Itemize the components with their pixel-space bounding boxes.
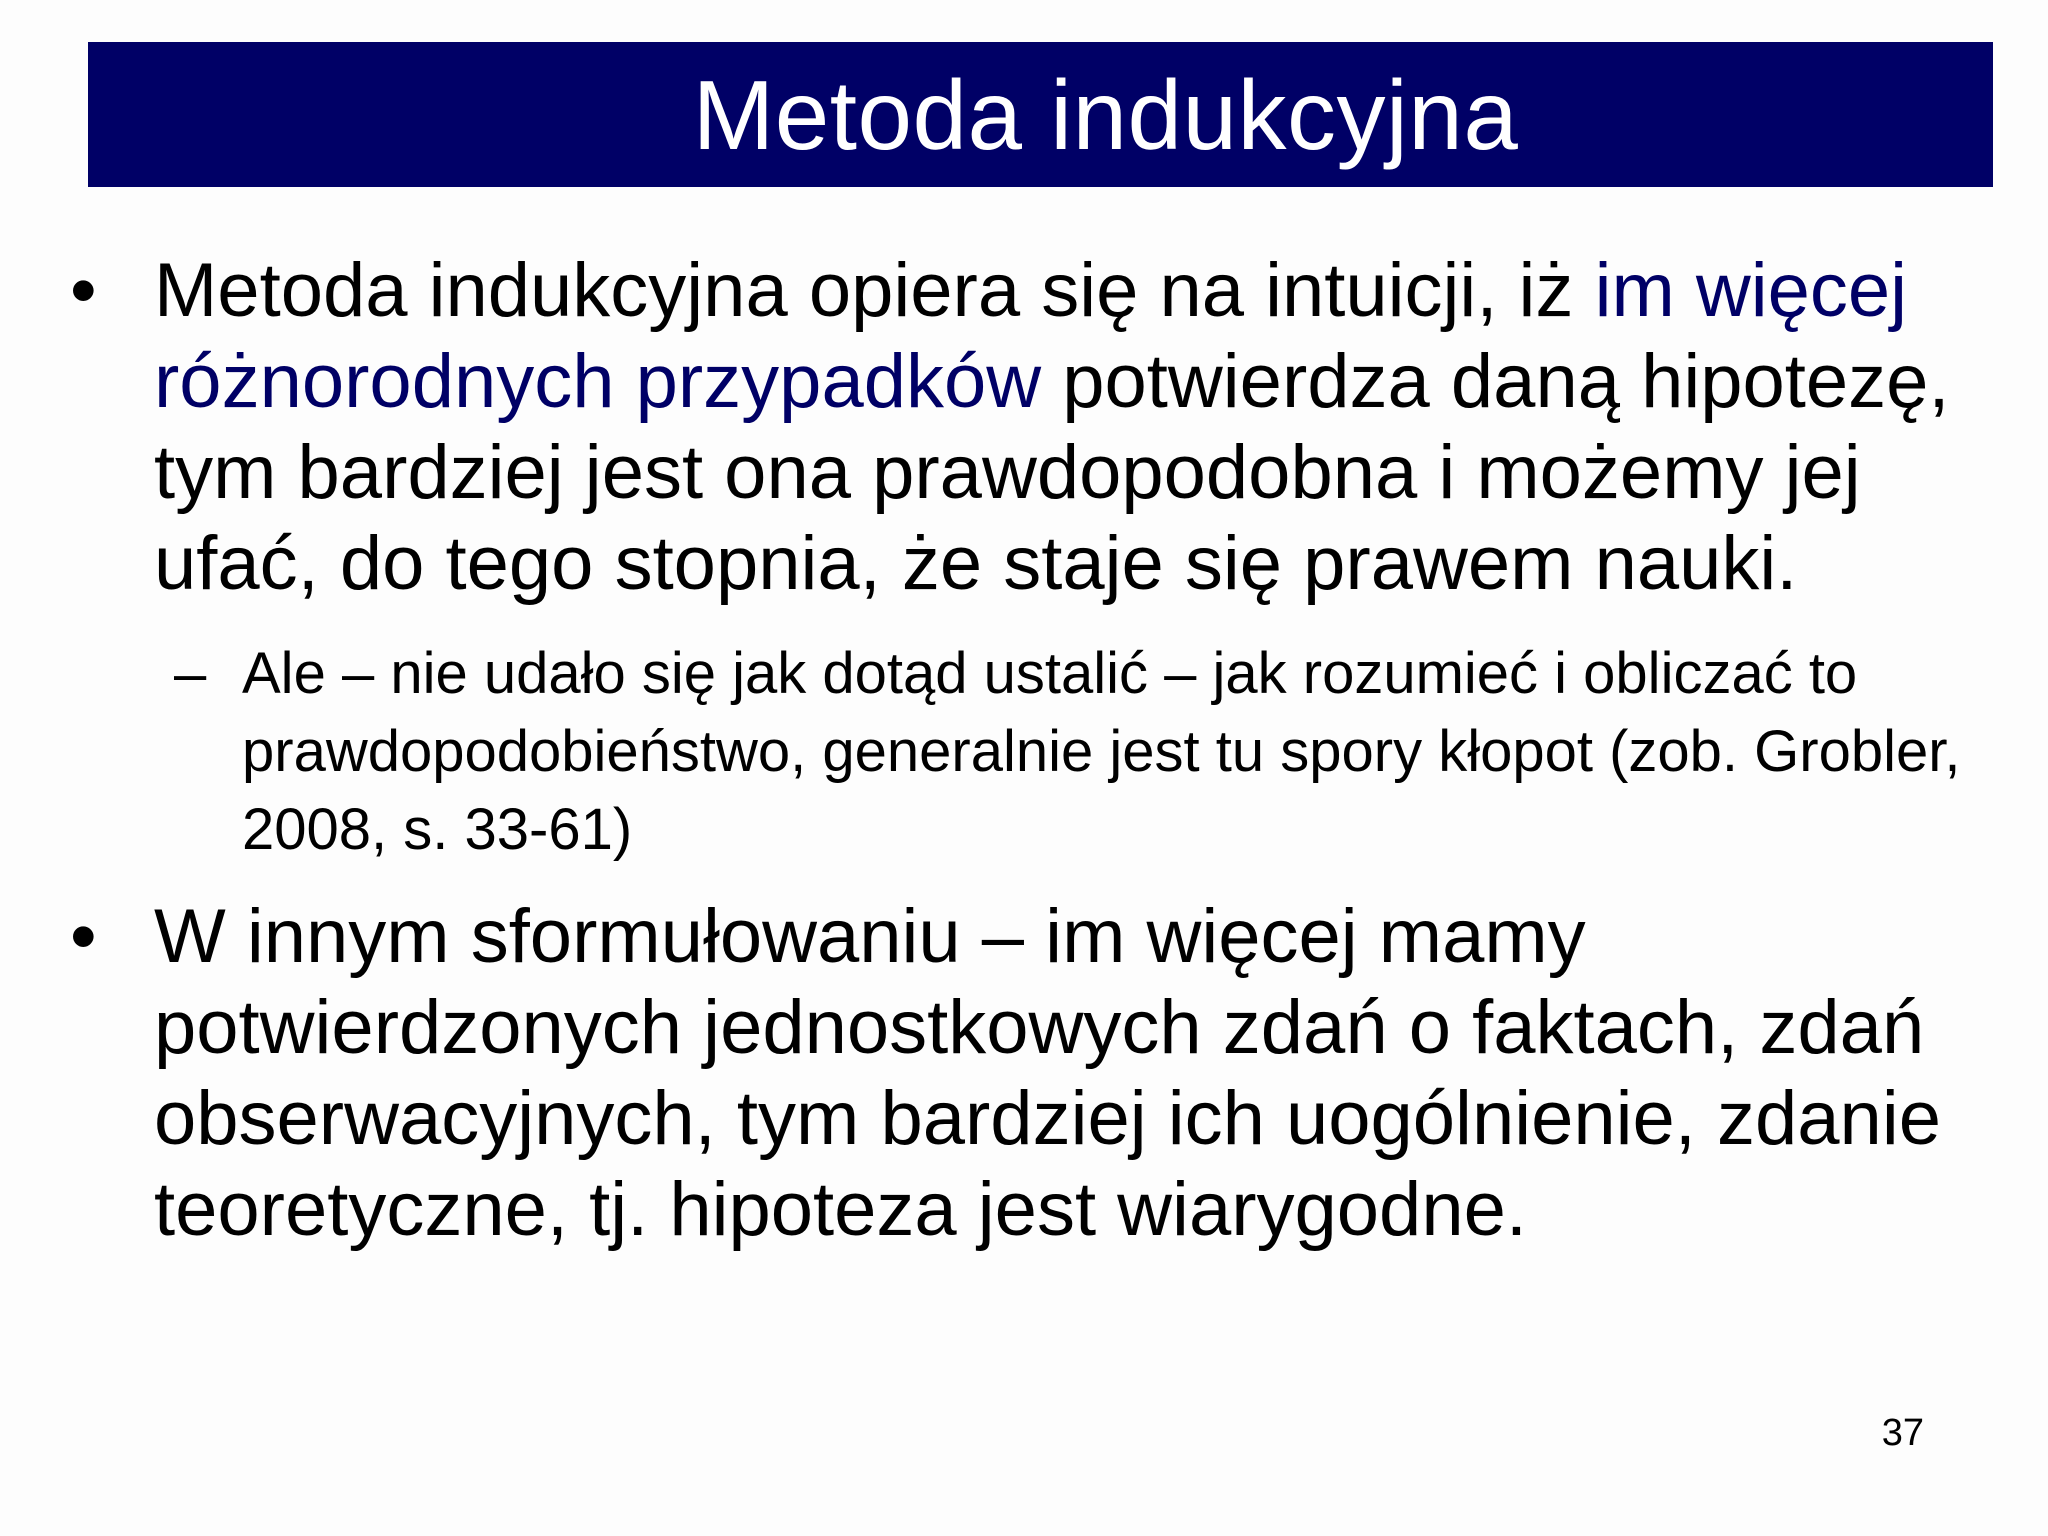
sub-bullet-text: Ale – nie udało się jak dotąd ustalić – jak rozumieć i obliczać to prawdopodobieństwo, generalnie jest tu spory kłopot (zob. Grobler, 2008, s. 33-61) (242, 641, 1961, 862)
slide-content (70, 245, 2000, 1255)
bullet-1-highlight: im więcej różnorodnych przypadków (154, 248, 1908, 424)
sub-bullet-item (154, 635, 2000, 869)
bullet-marker: • (70, 894, 97, 979)
bullet-1-text-after: potwierdza daną hipotezę, tym bardziej jest ona prawdopodobna i możemy jej ufać, do tego stopnia, że staje się prawem nauki. (154, 339, 1950, 606)
slide-title: Metoda indukcyjna (692, 59, 1519, 170)
bullet-marker: • (70, 248, 97, 333)
page-number: 37 (1881, 1412, 1924, 1454)
bullet-2-text: W innym sformułowaniu – im więcej mamy potwierdzonych jednostkowych zdań o faktach, zdań obserwacyjnych, tym bardziej ich uogólnienie, zdanie teoretyczne, tj. hipoteza jest wiarygodne. (154, 894, 1941, 1252)
bullet-item-2 (70, 891, 2000, 1255)
bullet-item-1 (70, 245, 2000, 609)
bullet-1-text-before: Metoda indukcyjna opiera się na intuicji, iż (154, 248, 1595, 333)
title-bar (88, 42, 1993, 187)
dash-marker: – (174, 641, 207, 706)
